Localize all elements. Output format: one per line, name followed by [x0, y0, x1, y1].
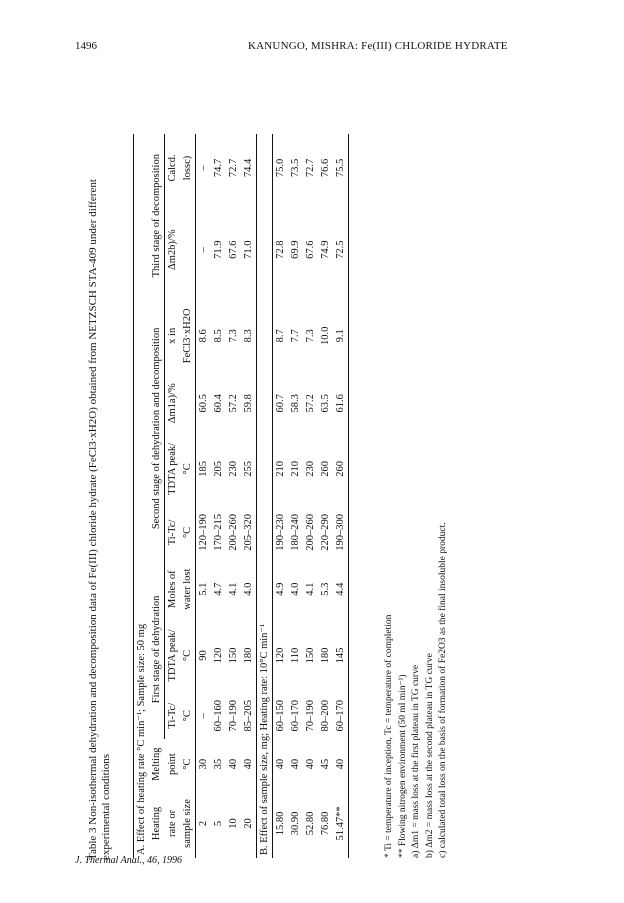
table-cell: 200–260 [305, 514, 316, 551]
sub-h-2a: Moles of [167, 570, 178, 608]
stage1-header: First stage of dehydration [149, 559, 165, 739]
sub-h-0b: °C [180, 692, 196, 739]
section-a-label: A. Effect of heating rate °C min⁻¹; Sample size: 50 mg [134, 134, 150, 858]
col-melting-h1: Melting [151, 747, 163, 781]
table-row [288, 134, 303, 858]
table-cell: 230 [228, 461, 239, 477]
table-cell: 8.6 [198, 329, 209, 343]
table-cell: 71.9 [213, 240, 224, 259]
table-cell: 145 [333, 619, 349, 692]
section-b-label: B. Effect of sample size, mg; Heating rate: 10°C min⁻¹ [257, 134, 273, 858]
table-cell: 69.9 [290, 240, 301, 259]
table-cell: 7.3 [305, 329, 316, 343]
table-cell: 60–170 [290, 699, 301, 732]
note-4: b) Δm2 = mass loss at the second plateau in TG curve [424, 653, 435, 858]
table-cell: 72.7 [305, 158, 316, 178]
table-cell: 51.47** [333, 789, 349, 858]
table-cell: 150 [305, 647, 316, 664]
table-cell: 59.8 [243, 394, 254, 413]
table-cell: 210 [290, 461, 301, 477]
table-cell: 180 [320, 647, 331, 664]
table-cell: 220–290 [320, 514, 331, 551]
header-row-1 [149, 134, 165, 858]
table-cell: 7.3 [228, 329, 239, 343]
table-cell: 40 [275, 758, 286, 770]
sub-h-3a: Ti-Tc/ [167, 519, 178, 546]
note-3: a) Δm1 = mass loss at the first plateau in TG curve [411, 664, 421, 858]
table-cell: 190–230 [275, 514, 286, 551]
table-notes [383, 138, 451, 858]
table-cell: – [198, 247, 209, 253]
table-cell: 30 [198, 758, 209, 770]
table-cell: 4.0 [290, 582, 301, 596]
table-cell: 8.5 [213, 329, 224, 343]
sub-h-1b: °C [180, 619, 196, 692]
sub-h-7b [180, 202, 196, 297]
table-cell: 40 [305, 758, 316, 770]
table-cell: 60.5 [198, 394, 209, 413]
table-cell: 4.7 [213, 582, 224, 596]
sub-h-8b: lossc) [180, 134, 196, 202]
sub-h-5a: Δm1a)/% [167, 383, 178, 424]
rotated-table-region [83, 130, 478, 860]
table-cell: 120 [275, 647, 286, 664]
col-melting-h3: °C [180, 739, 196, 789]
table-cell: 4.1 [305, 582, 316, 596]
sub-h-2b: water lost [180, 559, 196, 619]
table-cell: 60.4 [213, 394, 224, 413]
table-cell: 15.80 [275, 811, 286, 836]
table-cell: – [198, 713, 209, 719]
table-cell: 70–190 [305, 699, 316, 732]
table-row [211, 134, 226, 858]
table-cell: 210 [275, 461, 286, 477]
table-cell: 185 [198, 461, 209, 477]
section-a-row [134, 134, 150, 858]
table-cell: 5 [213, 820, 224, 827]
table-cell: 8.3 [243, 329, 254, 343]
sub-h-4a: TDTA peak/ [167, 442, 178, 495]
col-heating-h2: rate or [166, 809, 178, 838]
table-cell: 9.1 [333, 297, 349, 374]
table-row [318, 134, 333, 858]
table-cell: 72.5 [333, 202, 349, 297]
header-row-3 [180, 134, 196, 858]
table-cell: 8.7 [275, 329, 286, 343]
table-row [196, 134, 212, 858]
sub-h-8a: Calcd. [167, 154, 178, 182]
table-caption [87, 130, 113, 860]
table-cell: 40 [333, 739, 349, 789]
table-cell: 2 [198, 820, 209, 827]
table-cell: 180 [243, 647, 254, 664]
table-cell: 40 [228, 758, 239, 770]
table-cell: 120 [213, 647, 224, 664]
table-cell: 67.6 [305, 240, 316, 259]
table-cell: 40 [290, 758, 301, 770]
table-cell: 260 [333, 432, 349, 505]
header-row-2 [165, 134, 181, 858]
table-cell: 20 [243, 818, 254, 829]
sub-h-4b: °C [180, 432, 196, 505]
table-cell: 230 [305, 461, 316, 477]
table-cell: 205 [213, 461, 224, 477]
table-cell: 110 [290, 647, 301, 664]
table-cell: 76.80 [320, 811, 331, 836]
stage3-header: Third stage of decomposition [149, 134, 165, 297]
table-cell: 4.4 [333, 559, 349, 619]
col-heating-h3: sample size [180, 789, 196, 858]
table-cell: 255 [243, 461, 254, 477]
sub-h-1a: TDTA peak/ [167, 629, 178, 682]
table-row [333, 134, 349, 858]
table-cell: 60.7 [275, 394, 286, 413]
table-cell: 75.5 [333, 134, 349, 202]
journal-footer: J. Thermal Anal., 46, 1996 [75, 855, 183, 866]
table-cell: 63.5 [320, 394, 331, 413]
table-cell: 120–190 [198, 514, 209, 551]
table-cell: 61.6 [333, 374, 349, 432]
table-cell: 73.5 [290, 158, 301, 178]
table-cell: 40 [243, 758, 254, 770]
table-cell: 57.2 [228, 394, 239, 413]
sub-h-7a: Δm2b)/% [167, 229, 178, 270]
table-cell: 72.8 [275, 240, 286, 259]
table-caption-text: Non-isothermal dehydration and decomposition data of Fe(III) chloride hydrate (FeCl3·xH2O) obtained from NETZSCH STA-409 under different experimental conditions [87, 179, 112, 860]
table-cell: 180–240 [290, 514, 301, 551]
table-cell: 200–260 [228, 514, 239, 551]
table-cell: 90 [198, 650, 209, 661]
table-cell: 76.6 [320, 158, 331, 178]
note-1: * Ti = temperature of inception, Tc = temperature of completion [384, 614, 394, 858]
table-cell: 75.0 [275, 158, 286, 178]
sub-h-6b: FeCl3·xH2O [180, 297, 196, 374]
table-cell: 10.0 [320, 326, 331, 345]
table-cell: 74.7 [213, 158, 224, 178]
table-cell: 71.0 [243, 240, 254, 259]
sub-h-6a: x in [167, 327, 178, 344]
table-cell: 7.7 [290, 329, 301, 343]
table-cell: 45 [320, 758, 331, 770]
table-cell: 260 [320, 461, 331, 477]
table-row [226, 134, 241, 858]
table-cell: 60–170 [333, 692, 349, 739]
sub-h-0a: Ti-Tc/ [167, 702, 178, 729]
stage2-header: Second stage of dehydration and decomposition [149, 297, 165, 559]
table-cell: 85–205 [243, 699, 254, 732]
page-number: 1496 [75, 40, 97, 52]
table-cell: 74.9 [320, 240, 331, 259]
table-cell: 58.3 [290, 394, 301, 413]
table-cell: 60–160 [213, 699, 224, 732]
table-row [273, 134, 289, 858]
sub-h-5b [180, 374, 196, 432]
data-table [133, 134, 349, 858]
table-cell: 35 [213, 758, 224, 770]
section-b-row [257, 134, 273, 858]
note-5: c) calculated total loss on the basis of formation of Fe2O3 as the final insoluble product. [438, 522, 448, 858]
table-cell: 80–200 [320, 699, 331, 732]
table-cell: 4.9 [275, 582, 286, 596]
table-row [303, 134, 318, 858]
table-cell: 30.90 [290, 811, 301, 836]
table-cell: 57.2 [305, 394, 316, 413]
table-cell: 10 [228, 818, 239, 829]
table-cell: – [198, 165, 209, 171]
table-cell: 72.7 [228, 158, 239, 178]
table-cell: 5.3 [320, 582, 331, 596]
table-cell: 5.1 [198, 582, 209, 596]
table-label: Table 3 [87, 827, 99, 860]
table-cell: 67.6 [228, 240, 239, 259]
note-2: ** Flowing nitrogen environment (50 ml min⁻¹) [397, 674, 408, 858]
table-cell: 190–300 [333, 505, 349, 559]
table-cell: 52.80 [305, 811, 316, 836]
sub-h-3b: °C [180, 505, 196, 559]
table-cell: 170–215 [213, 514, 224, 551]
table-cell: 4.1 [228, 582, 239, 596]
table-cell: 205–320 [243, 514, 254, 551]
col-melting-h2: point [166, 753, 178, 775]
table-cell: 60–150 [275, 699, 286, 732]
running-title: KANUNGO, MISHRA: Fe(III) CHLORIDE HYDRATE [248, 40, 508, 52]
col-heating-h1: Heating [151, 806, 163, 841]
table-cell: 70–190 [228, 699, 239, 732]
table-cell: 150 [228, 647, 239, 664]
table-cell: 74.4 [243, 158, 254, 178]
table-cell: 4.0 [243, 582, 254, 596]
table-row [241, 134, 257, 858]
